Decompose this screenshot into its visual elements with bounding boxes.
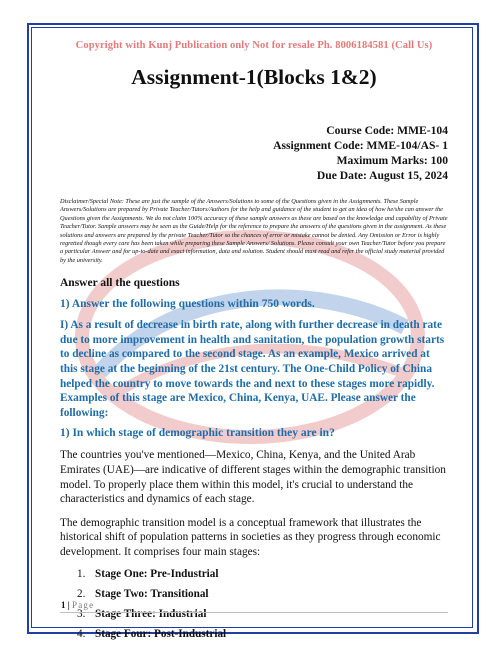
list-item-label: Stage One: Pre-Industrial <box>95 567 219 580</box>
course-code: Course Code: MME-104 <box>326 124 448 137</box>
list-item <box>77 587 448 601</box>
sub-question: 1) In which stage of demographic transition they are in? <box>60 427 335 440</box>
list-item-label: Stage Four: Post-Industrial <box>95 627 227 640</box>
page-number: 1 <box>61 600 66 610</box>
answer-paragraph-2: The demographic transition model is a conceptual framework that illustrates the historical shift of population patterns in societies as they progress through economic development. It comprises four main stages: <box>60 516 441 558</box>
assignment-title: Assignment-1(Blocks 1&2) <box>131 65 377 89</box>
page-footer <box>61 600 94 610</box>
list-item <box>77 607 448 621</box>
answer-paragraph-1: The countries you've mentioned—Mexico, China, Kenya, and the United Arab Emirates (UAE)—are indicative of different stages within the demographic transition model. To properly place them within this model, it's crucial to understand the characteristics and dynamics of each stage. <box>60 449 446 506</box>
list-item <box>77 567 448 581</box>
list-item-number: 1. <box>77 567 86 580</box>
assignment-code: Assignment Code: MME-104/AS- 1 <box>273 139 448 152</box>
maximum-marks: Maximum Marks: 100 <box>336 154 448 167</box>
list-item-label: Stage Three: Industrial <box>95 607 207 620</box>
stages-list <box>60 567 448 641</box>
page-label: Page <box>71 600 95 610</box>
list-item-number: 2. <box>77 587 86 600</box>
copyright-notice: Copyright with Kunj Publication only Not for resale Ph. 8006184581 (Call Us) <box>75 40 433 51</box>
assignment-codes <box>60 123 448 183</box>
question-text: I) As a result of decrease in birth rate, along with further decrease in death rate due to more improvement in health and sanitation, the population growth starts to decline as compared to the second stage. As an example, Mexico arrived at this stage at the beginning of the 21st century. The One-Child Policy of China helped the country to move towards the and next to these stages more rapidly. Examples of this stage are Mexico, China, Kenya, UAE. Please answer the following: <box>60 319 445 419</box>
footer-divider <box>60 612 448 613</box>
page-separator: | <box>65 600 72 610</box>
due-date: Due Date: August 15, 2024 <box>316 169 448 182</box>
document-content <box>60 40 448 647</box>
question-heading: 1) Answer the following questions within 750 words. <box>60 298 315 311</box>
list-item-number: 4. <box>77 627 86 640</box>
list-item-number: 3. <box>77 607 86 620</box>
section-heading: Answer all the questions <box>60 277 180 290</box>
list-item-label: Stage Two: Transitional <box>95 587 209 600</box>
disclaimer-note: Disclaimer/Special Note: These are just the sample of the Answers/Solutions to some of the Questions given in the Assignments. These Sample Answers/Solutions are prepared by Private Teacher/Tutors/Authors for the help and guidance of the student to get an idea of how he/she can answer the Questions given the Assignments. We do not claim 100% accuracy of these sample answers as these are based on the knowledge and capability of Private Teacher/Tutor. Sample answers may be seen as the Guide/Help for the reference to prepare the answers of the questions given in the assignment. As these solutions and answers are prepared by the private Teacher/Tutor so the chances of error or mistake cannot be denied. Any Omission or Error is highly regretted though every care has been taken while preparing these Sample Answers/ Solutions. Please consult your own Teacher/Tutor before you prepare a particular Answer and for up-to-date and exact information, data and solution. Student should must read and refer the official study material provided by the university. <box>60 198 448 264</box>
list-item <box>77 627 448 641</box>
